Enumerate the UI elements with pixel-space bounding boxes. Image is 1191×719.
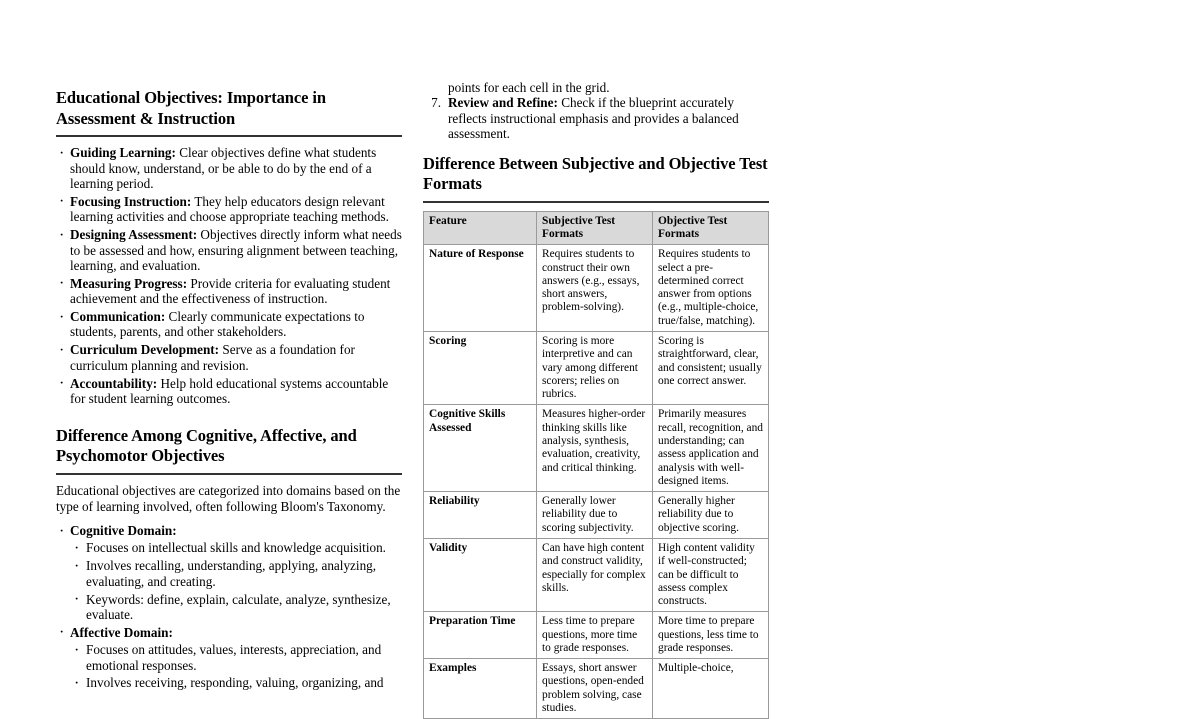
bullet-lead-in: Guiding Learning: [70,145,176,161]
cell-objective: Requires students to select a pre-determined correct answer from options (e.g., multiple-choice, true/false, matching). [653,245,769,332]
cell-feature: Reliability [424,492,537,539]
cell-feature: Preparation Time [424,612,537,659]
domains-bullet-list [56,523,402,691]
cell-feature: Scoring [424,332,537,405]
domain-sub-list [70,540,402,622]
cell-feature: Examples [424,659,537,719]
bullet-lead-in: Communication: [70,309,166,324]
bullet-lead-in: Measuring Progress: [70,275,188,291]
table-header-row [424,211,769,245]
list-item [56,376,402,407]
table-row [424,405,769,492]
domain-lead-in: Affective Domain: [70,624,173,640]
comparison-table [423,211,769,719]
section-heading-educational-objectives: Educational Objectives: Importance in Assessment & Instruction [56,88,326,128]
cell-subjective: Less time to prepare questions, more time to grade responses. [537,612,653,659]
section-heading-domains: Difference Among Cognitive, Affective, and Psychomotor Objectives [56,425,357,466]
importance-bullet-list [56,145,402,406]
list-item [56,342,402,373]
list-item: · Involves receiving, responding, valuing, organizing, and [70,675,402,690]
bullet-text: Clearly communicate expectations to students, parents, and other stakeholders. [70,309,365,340]
bullet-text: Serve as a foundation for curriculum planning and revision. [70,342,355,373]
cell-subjective: Measures higher-order thinking skills like analysis, synthesis, evaluation, creativity, and critical thinking. [537,405,653,492]
list-item: · Keywords: define, explain, calculate, analyze, synthesize, evaluate. [70,592,402,623]
table-row [424,612,769,659]
column-header-objective: Objective Test Formats [653,211,769,245]
heading-rule [56,135,402,137]
bullet-lead-in: Accountability: [70,375,158,391]
cell-subjective: Can have high content and construct validity, especially for complex skills. [537,538,653,611]
section-heading-test-formats: Difference Between Subjective and Objective Test Formats [423,153,768,194]
list-item [56,227,402,273]
cell-objective: Scoring is straightforward, clear, and consistent; usually one correct answer. [653,332,769,405]
list-item: · Focuses on attitudes, values, interests, appreciation, and emotional responses. [70,642,402,673]
domains-intro-paragraph: Educational objectives are categorized into domains based on the type of learning involved, often following Bloom's Taxonomy. [56,483,401,514]
continued-text-line: points for each cell in the grid. [448,80,610,95]
cell-objective: More time to prepare questions, less time to grade responses. [653,612,769,659]
cell-feature: Validity [424,538,537,611]
list-item [56,625,402,691]
table-row [424,332,769,405]
column-header-subjective: Subjective Test Formats [537,211,653,245]
list-item: · Focuses on intellectual skills and knowledge acquisition. [70,540,402,555]
cell-objective: Generally higher reliability due to objective scoring. [653,492,769,539]
bullet-text: Clear objectives define what students should know, understand, or be able to do by the end of a learning period. [70,145,377,191]
column-header-feature: Feature [424,211,537,245]
bullet-text: Help hold educational systems accountable for student learning outcomes. [70,375,389,406]
list-item [56,276,402,307]
cell-objective: Primarily measures recall, recognition, and understanding; can assess application and analysis with well-designed items. [653,405,769,492]
list-item [423,95,769,141]
left-column [56,0,402,693]
cell-objective: Multiple-choice, [653,659,769,719]
list-item-text: Check if the blueprint accurately reflects instructional emphasis and provides a balanced assessment. [448,95,739,142]
bullet-lead-in: Curriculum Development: [70,342,220,358]
bullet-text: Provide criteria for evaluating student achievement and the effectiveness of instruction. [70,275,391,307]
cell-subjective: Generally lower reliability due to scoring subjectivity. [537,492,653,539]
bullet-text: Objectives directly inform what needs to be assessed and how, ensuring alignment between teaching, learning, and evaluation. [70,227,402,273]
list-item [56,523,402,622]
table-row [424,492,769,539]
heading-rule [423,201,769,203]
cell-feature: Nature of Response [424,245,537,332]
list-item-number: 7. [431,95,441,111]
cell-subjective: Scoring is more interpretive and can vary among different scorers; relies on rubrics. [537,332,653,405]
blueprint-numbered-list [423,95,769,141]
cell-subjective: Essays, short answer questions, open-ended problem solving, case studies. [537,659,653,719]
bullet-lead-in: Designing Assessment: [70,227,198,243]
table-row [424,245,769,332]
list-item [56,194,402,225]
cell-subjective: Requires students to construct their own answers (e.g., essays, short answers, problem-solving). [537,245,653,332]
right-column [423,0,769,719]
list-item [56,309,402,340]
table-row [424,659,769,719]
bullet-lead-in: Focusing Instruction: [70,193,192,209]
domain-sub-list [70,642,402,691]
domain-lead-in: Cognitive Domain: [70,523,177,538]
heading-rule [56,473,402,475]
cell-feature: Cognitive Skills Assessed [424,405,537,492]
list-item: · Involves recalling, understanding, applying, analyzing, evaluating, and creating. [70,558,402,589]
list-item-lead-in: Review and Refine: [448,95,558,111]
table-row [424,538,769,611]
list-item [56,145,402,191]
bullet-text: They help educators design relevant learning activities and choose appropriate teaching methods. [70,193,389,225]
cell-objective: High content validity if well-constructed; can be difficult to assess complex constructs. [653,538,769,611]
